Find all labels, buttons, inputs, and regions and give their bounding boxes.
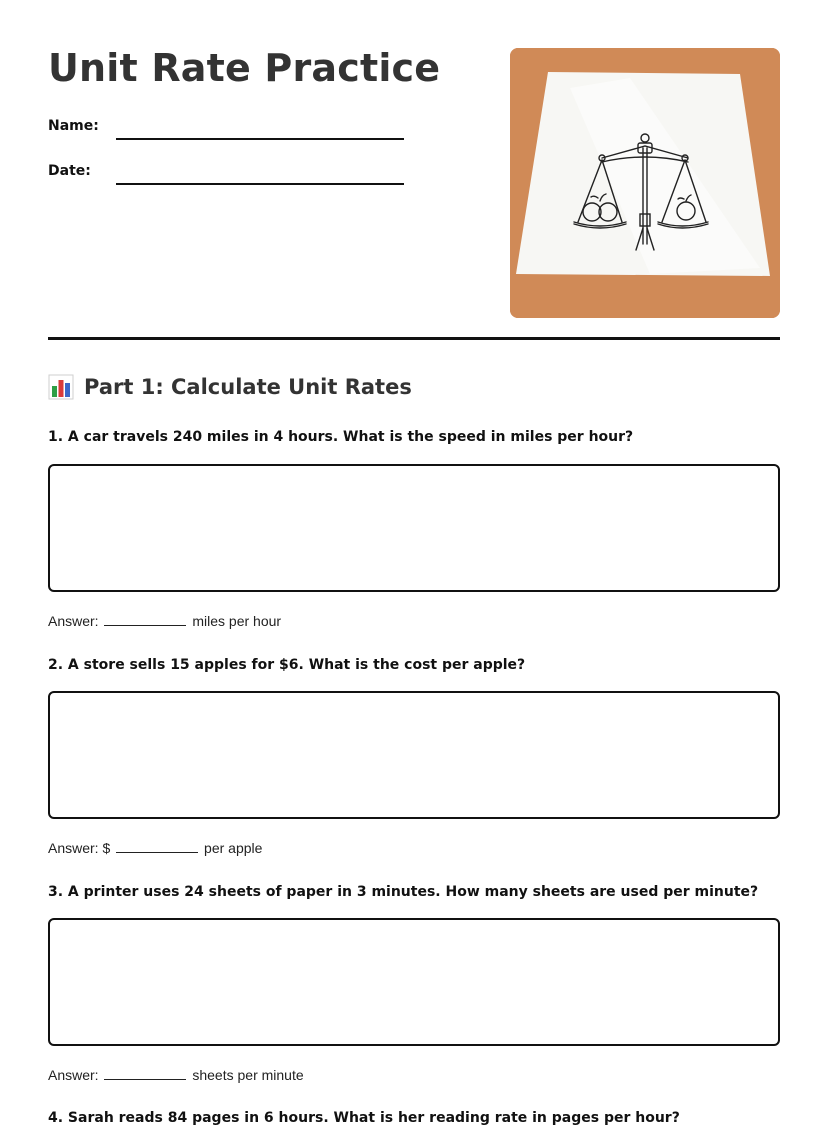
question-2: 2. A store sells 15 apples for $6. What is the cost per apple? — [48, 657, 526, 673]
answer-prefix-2: Answer: $ — [48, 840, 111, 856]
work-area-2[interactable] — [48, 691, 780, 819]
answer-blank-3[interactable] — [104, 1067, 186, 1080]
page-title: Unit Rate Practice — [48, 46, 441, 90]
part1-title: Part 1: Calculate Unit Rates — [84, 375, 412, 399]
question-4: 4. Sarah reads 84 pages in 6 hours. What is her reading rate in pages per hour? — [48, 1110, 680, 1126]
question-1: 1. A car travels 240 miles in 4 hours. What is the speed in miles per hour? — [48, 429, 634, 445]
answer-blank-2[interactable] — [116, 840, 198, 853]
answer-unit-2: per apple — [204, 840, 263, 856]
date-label: Date: — [48, 163, 91, 179]
answer-prefix-3: Answer: — [48, 1067, 99, 1083]
part1-heading — [48, 374, 412, 400]
answer-prefix-1: Answer: — [48, 613, 99, 629]
answer-line-1 — [48, 613, 281, 629]
name-field-line[interactable] — [116, 138, 404, 140]
work-area-1[interactable] — [48, 464, 780, 592]
header-divider — [48, 337, 780, 340]
balance-scale-image — [510, 48, 780, 318]
bar-chart-icon — [48, 374, 74, 400]
answer-line-2 — [48, 840, 262, 856]
answer-blank-1[interactable] — [104, 613, 186, 626]
question-3: 3. A printer uses 24 sheets of paper in 3 minutes. How many sheets are used per minute? — [48, 884, 759, 900]
balance-scale-illustration — [510, 48, 780, 318]
answer-line-3 — [48, 1067, 304, 1083]
name-label: Name: — [48, 118, 99, 134]
answer-unit-1: miles per hour — [192, 613, 282, 629]
work-area-3[interactable] — [48, 918, 780, 1046]
answer-unit-3: sheets per minute — [192, 1067, 304, 1083]
date-field-line[interactable] — [116, 183, 404, 185]
